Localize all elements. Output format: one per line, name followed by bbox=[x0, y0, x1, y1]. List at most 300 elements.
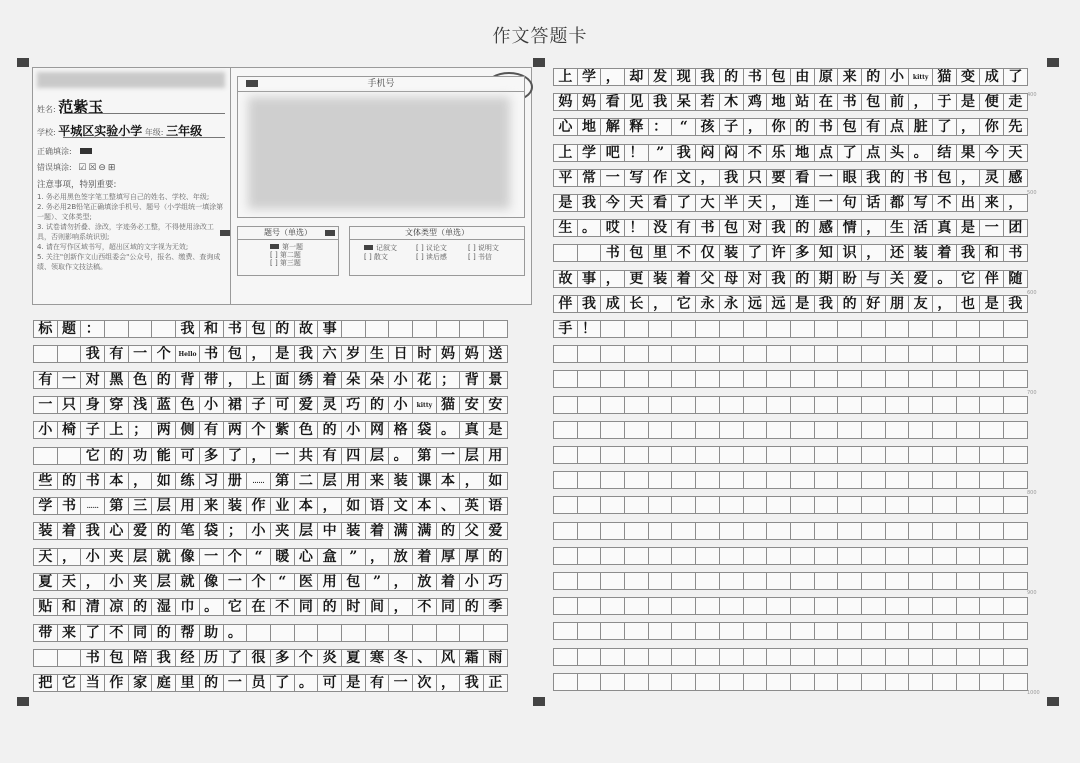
grid-cell[interactable] bbox=[1003, 547, 1028, 565]
grid-cell[interactable]: 地 bbox=[766, 93, 791, 111]
grid-cell[interactable]: 走 bbox=[1003, 93, 1028, 111]
grid-cell[interactable] bbox=[837, 345, 862, 363]
grid-cell[interactable] bbox=[766, 622, 791, 640]
grid-cell[interactable]: 袋 bbox=[412, 421, 437, 439]
grid-cell[interactable] bbox=[1003, 446, 1028, 464]
grid-cell[interactable]: 个 bbox=[294, 649, 319, 667]
grid-cell[interactable]: 册 bbox=[223, 472, 248, 490]
essay-line[interactable] bbox=[553, 118, 1027, 136]
grid-cell[interactable] bbox=[648, 622, 673, 640]
grid-cell[interactable] bbox=[908, 471, 933, 489]
grid-cell[interactable] bbox=[814, 522, 839, 540]
grid-cell[interactable]: 安 bbox=[483, 396, 508, 414]
grid-cell[interactable]: 的 bbox=[885, 169, 910, 187]
grid-cell[interactable] bbox=[1003, 522, 1028, 540]
grid-cell[interactable] bbox=[908, 597, 933, 615]
grid-cell[interactable] bbox=[979, 471, 1004, 489]
grid-cell[interactable]: ” bbox=[365, 573, 390, 591]
grid-cell[interactable]: 现 bbox=[671, 68, 696, 86]
grid-cell[interactable]: 事 bbox=[577, 270, 602, 288]
essay-line[interactable] bbox=[33, 548, 507, 566]
grid-cell[interactable]: 庭 bbox=[151, 674, 176, 692]
grid-cell[interactable]: 文 bbox=[671, 169, 696, 187]
grid-cell[interactable] bbox=[743, 597, 768, 615]
grid-cell[interactable]: 学 bbox=[33, 497, 58, 515]
grid-cell[interactable]: 还 bbox=[885, 244, 910, 262]
grid-cell[interactable]: 爱 bbox=[483, 522, 508, 540]
grid-cell[interactable] bbox=[908, 522, 933, 540]
grid-cell[interactable]: 经 bbox=[175, 649, 200, 667]
grid-cell[interactable]: 不 bbox=[932, 194, 957, 212]
grid-cell[interactable]: 三 bbox=[128, 497, 153, 515]
grid-cell[interactable]: 帮 bbox=[175, 624, 200, 642]
essay-line[interactable] bbox=[553, 93, 1027, 111]
grid-cell[interactable]: 的 bbox=[837, 295, 862, 313]
grid-cell[interactable]: 功 bbox=[128, 447, 153, 465]
grid-cell[interactable]: 练 bbox=[175, 472, 200, 490]
grid-cell[interactable]: 上 bbox=[553, 68, 578, 86]
grid-cell[interactable] bbox=[861, 396, 886, 414]
grid-cell[interactable] bbox=[814, 421, 839, 439]
grid-cell[interactable]: 可 bbox=[270, 396, 295, 414]
grid-cell[interactable]: 当 bbox=[80, 674, 105, 692]
topic-select-box[interactable] bbox=[237, 226, 339, 276]
essay-line[interactable] bbox=[553, 446, 1027, 464]
school-value[interactable]: 平城区实验小学 bbox=[58, 124, 143, 138]
grid-cell[interactable] bbox=[885, 673, 910, 691]
grid-cell[interactable]: 平 bbox=[553, 169, 578, 187]
grid-cell[interactable] bbox=[671, 370, 696, 388]
grid-cell[interactable]: 我 bbox=[294, 345, 319, 363]
grid-cell[interactable] bbox=[766, 496, 791, 514]
grid-cell[interactable]: 妈 bbox=[577, 93, 602, 111]
grid-cell[interactable] bbox=[837, 446, 862, 464]
grid-cell[interactable]: 把 bbox=[33, 674, 58, 692]
grid-cell[interactable]: ！ bbox=[577, 320, 602, 338]
grid-cell[interactable] bbox=[57, 447, 82, 465]
grid-cell[interactable]: 穿 bbox=[104, 396, 129, 414]
grid-cell[interactable]: 我 bbox=[175, 320, 200, 338]
grid-cell[interactable] bbox=[648, 496, 673, 514]
grid-cell[interactable] bbox=[577, 244, 602, 262]
grid-cell[interactable]: 真 bbox=[932, 219, 957, 237]
genre-option-expository[interactable]: [ ] 说明文 bbox=[468, 244, 499, 252]
grid-cell[interactable] bbox=[932, 370, 957, 388]
grid-cell[interactable]: 多 bbox=[790, 244, 815, 262]
grid-cell[interactable]: 小 bbox=[388, 371, 413, 389]
grid-cell[interactable]: ” bbox=[341, 548, 366, 566]
grid-cell[interactable]: 包 bbox=[837, 118, 862, 136]
grid-cell[interactable]: 。 bbox=[223, 624, 248, 642]
grid-cell[interactable]: 小 bbox=[341, 421, 366, 439]
grid-cell[interactable] bbox=[790, 345, 815, 363]
grid-cell[interactable] bbox=[956, 673, 981, 691]
grid-cell[interactable]: 景 bbox=[483, 371, 508, 389]
grid-cell[interactable]: 与 bbox=[861, 270, 886, 288]
grid-cell[interactable] bbox=[412, 320, 437, 338]
grid-cell[interactable]: ； bbox=[128, 421, 153, 439]
grid-cell[interactable]: 来 bbox=[365, 472, 390, 490]
grid-cell[interactable]: 对 bbox=[743, 219, 768, 237]
grid-cell[interactable]: 只 bbox=[743, 169, 768, 187]
grid-cell[interactable] bbox=[1003, 370, 1028, 388]
grid-cell[interactable]: 装 bbox=[908, 244, 933, 262]
grid-cell[interactable] bbox=[624, 446, 649, 464]
grid-cell[interactable]: 了 bbox=[932, 118, 957, 136]
grid-cell[interactable]: 同 bbox=[436, 598, 461, 616]
grid-cell[interactable]: 眼 bbox=[837, 169, 862, 187]
grid-cell[interactable] bbox=[790, 547, 815, 565]
grid-cell[interactable]: 我 bbox=[151, 649, 176, 667]
grid-cell[interactable] bbox=[695, 547, 720, 565]
grid-cell[interactable] bbox=[1003, 572, 1028, 590]
grid-cell[interactable] bbox=[600, 471, 625, 489]
grid-cell[interactable] bbox=[885, 522, 910, 540]
grid-cell[interactable] bbox=[932, 572, 957, 590]
grid-cell[interactable] bbox=[648, 648, 673, 666]
grid-cell[interactable]: ， bbox=[80, 573, 105, 591]
grid-cell[interactable]: 妈 bbox=[553, 93, 578, 111]
grid-cell[interactable]: 了 bbox=[1003, 68, 1028, 86]
grid-cell[interactable]: ， bbox=[861, 219, 886, 237]
grid-cell[interactable]: 是 bbox=[956, 93, 981, 111]
grid-cell[interactable]: 期 bbox=[814, 270, 839, 288]
grid-cell[interactable]: 作 bbox=[104, 674, 129, 692]
grid-cell[interactable] bbox=[600, 648, 625, 666]
grid-cell[interactable] bbox=[719, 496, 744, 514]
essay-line[interactable] bbox=[33, 624, 507, 642]
grid-cell[interactable]: 我 bbox=[577, 295, 602, 313]
grid-cell[interactable]: 装 bbox=[341, 522, 366, 540]
grid-cell[interactable]: 小 bbox=[388, 396, 413, 414]
grid-cell[interactable] bbox=[743, 648, 768, 666]
essay-line[interactable] bbox=[553, 572, 1027, 590]
grid-cell[interactable]: 来 bbox=[837, 68, 862, 86]
essay-line[interactable] bbox=[33, 674, 507, 692]
grid-cell[interactable] bbox=[459, 320, 484, 338]
grid-cell[interactable] bbox=[695, 522, 720, 540]
grid-cell[interactable]: 共 bbox=[294, 447, 319, 465]
grid-cell[interactable]: 的 bbox=[199, 674, 224, 692]
grid-cell[interactable]: 包 bbox=[719, 219, 744, 237]
grid-cell[interactable] bbox=[553, 572, 578, 590]
essay-line[interactable] bbox=[553, 295, 1027, 313]
grid-cell[interactable]: 看 bbox=[600, 93, 625, 111]
grid-cell[interactable]: 本 bbox=[436, 472, 461, 490]
grid-cell[interactable]: 着 bbox=[57, 522, 82, 540]
grid-cell[interactable] bbox=[885, 370, 910, 388]
grid-cell[interactable]: 感 bbox=[1003, 169, 1028, 187]
grid-cell[interactable]: 永 bbox=[719, 295, 744, 313]
grid-cell[interactable] bbox=[33, 649, 58, 667]
grid-cell[interactable] bbox=[814, 471, 839, 489]
grid-cell[interactable]: 了 bbox=[223, 649, 248, 667]
grid-cell[interactable]: 两 bbox=[223, 421, 248, 439]
grid-cell[interactable]: 小 bbox=[33, 421, 58, 439]
grid-cell[interactable] bbox=[743, 547, 768, 565]
grid-cell[interactable]: 两 bbox=[151, 421, 176, 439]
grid-cell[interactable] bbox=[719, 522, 744, 540]
grid-cell[interactable] bbox=[979, 522, 1004, 540]
grid-cell[interactable]: 本 bbox=[104, 472, 129, 490]
grid-cell[interactable]: 朵 bbox=[341, 371, 366, 389]
grid-cell[interactable]: 包 bbox=[766, 68, 791, 86]
grid-cell[interactable]: 英 bbox=[459, 497, 484, 515]
grid-cell[interactable]: 满 bbox=[388, 522, 413, 540]
grid-cell[interactable]: 脏 bbox=[908, 118, 933, 136]
grid-cell[interactable] bbox=[1003, 597, 1028, 615]
grid-cell[interactable] bbox=[719, 622, 744, 640]
grid-cell[interactable]: 员 bbox=[246, 674, 271, 692]
grid-cell[interactable]: 妈 bbox=[436, 345, 461, 363]
grid-cell[interactable] bbox=[671, 522, 696, 540]
grid-cell[interactable]: 包 bbox=[246, 320, 271, 338]
grid-cell[interactable]: 霜 bbox=[459, 649, 484, 667]
grid-cell[interactable] bbox=[743, 471, 768, 489]
grid-cell[interactable] bbox=[766, 370, 791, 388]
grid-cell[interactable] bbox=[979, 673, 1004, 691]
grid-cell[interactable] bbox=[600, 320, 625, 338]
grid-cell[interactable] bbox=[814, 345, 839, 363]
grid-cell[interactable]: 灵 bbox=[979, 169, 1004, 187]
essay-line[interactable] bbox=[553, 496, 1027, 514]
grid-cell[interactable] bbox=[743, 522, 768, 540]
grid-cell[interactable] bbox=[624, 673, 649, 691]
grid-cell[interactable]: 猫 bbox=[436, 396, 461, 414]
grid-cell[interactable]: 故 bbox=[553, 270, 578, 288]
grid-cell[interactable]: 包 bbox=[104, 649, 129, 667]
grid-cell[interactable] bbox=[766, 522, 791, 540]
grid-cell[interactable]: 。 bbox=[577, 219, 602, 237]
grid-cell[interactable]: 袋 bbox=[199, 522, 224, 540]
grid-cell[interactable]: 第 bbox=[412, 447, 437, 465]
grid-cell[interactable] bbox=[577, 370, 602, 388]
grid-cell[interactable]: 和 bbox=[57, 598, 82, 616]
grid-cell[interactable]: 侧 bbox=[175, 421, 200, 439]
grid-cell[interactable] bbox=[695, 648, 720, 666]
grid-cell[interactable]: 厚 bbox=[459, 548, 484, 566]
grid-cell[interactable]: 着 bbox=[412, 548, 437, 566]
grid-cell[interactable]: 我 bbox=[80, 522, 105, 540]
grid-cell[interactable]: 的 bbox=[270, 320, 295, 338]
grid-cell[interactable]: 带 bbox=[199, 371, 224, 389]
grid-cell[interactable]: 一 bbox=[979, 219, 1004, 237]
essay-title-row[interactable] bbox=[33, 320, 507, 338]
essay-line[interactable] bbox=[553, 68, 1027, 86]
grid-cell[interactable] bbox=[671, 547, 696, 565]
grid-cell[interactable]: 作 bbox=[246, 497, 271, 515]
grid-cell[interactable]: 的 bbox=[365, 396, 390, 414]
grid-cell[interactable] bbox=[743, 622, 768, 640]
grid-cell[interactable]: 生 bbox=[553, 219, 578, 237]
grid-cell[interactable]: 它 bbox=[57, 674, 82, 692]
grid-cell[interactable]: 成 bbox=[979, 68, 1004, 86]
grid-cell[interactable]: 知 bbox=[814, 244, 839, 262]
topic-option-2[interactable]: [ ] 第二题 bbox=[270, 251, 301, 259]
grid-cell[interactable]: 层 bbox=[365, 447, 390, 465]
grid-cell[interactable] bbox=[790, 421, 815, 439]
essay-line[interactable] bbox=[553, 345, 1027, 363]
grid-cell[interactable] bbox=[908, 496, 933, 514]
grid-cell[interactable]: 的 bbox=[151, 624, 176, 642]
grid-cell[interactable]: 今 bbox=[600, 194, 625, 212]
grid-cell[interactable]: 、 bbox=[412, 649, 437, 667]
grid-cell[interactable] bbox=[719, 396, 744, 414]
grid-cell[interactable] bbox=[979, 597, 1004, 615]
grid-cell[interactable]: 用 bbox=[317, 573, 342, 591]
grid-cell[interactable]: ， bbox=[932, 295, 957, 313]
grid-cell[interactable]: 感 bbox=[814, 219, 839, 237]
grid-cell[interactable]: ！ bbox=[624, 219, 649, 237]
grid-cell[interactable] bbox=[979, 622, 1004, 640]
grid-cell[interactable]: 如 bbox=[151, 472, 176, 490]
grid-cell[interactable] bbox=[956, 471, 981, 489]
grid-cell[interactable] bbox=[908, 547, 933, 565]
grid-cell[interactable]: 友 bbox=[908, 295, 933, 313]
grid-cell[interactable] bbox=[624, 496, 649, 514]
grid-cell[interactable]: 里 bbox=[648, 244, 673, 262]
essay-line[interactable] bbox=[553, 169, 1027, 187]
grid-cell[interactable]: 写 bbox=[908, 194, 933, 212]
grid-cell[interactable] bbox=[553, 244, 578, 262]
grid-cell[interactable]: 满 bbox=[412, 522, 437, 540]
grid-cell[interactable]: 雨 bbox=[483, 649, 508, 667]
grid-cell[interactable] bbox=[695, 396, 720, 414]
grid-cell[interactable]: 习 bbox=[199, 472, 224, 490]
grade-value[interactable]: 三年级 bbox=[166, 124, 203, 138]
grid-cell[interactable]: “ bbox=[671, 118, 696, 136]
grid-cell[interactable]: 的 bbox=[790, 270, 815, 288]
grid-cell[interactable] bbox=[790, 622, 815, 640]
grid-cell[interactable] bbox=[790, 522, 815, 540]
grid-cell[interactable] bbox=[861, 446, 886, 464]
grid-cell[interactable] bbox=[861, 547, 886, 565]
grid-cell[interactable]: 我 bbox=[648, 93, 673, 111]
grid-cell[interactable] bbox=[932, 673, 957, 691]
grid-cell[interactable]: 一 bbox=[388, 674, 413, 692]
grid-cell[interactable]: 间 bbox=[365, 598, 390, 616]
grid-cell[interactable]: 安 bbox=[459, 396, 484, 414]
grid-cell[interactable]: 包 bbox=[223, 345, 248, 363]
grid-cell[interactable]: 个 bbox=[151, 345, 176, 363]
essay-line[interactable] bbox=[33, 447, 507, 465]
grid-cell[interactable] bbox=[1003, 396, 1028, 414]
grid-cell[interactable]: 多 bbox=[270, 649, 295, 667]
grid-cell[interactable]: 吧 bbox=[600, 144, 625, 162]
grid-cell[interactable] bbox=[861, 648, 886, 666]
grid-cell[interactable]: 爱 bbox=[128, 522, 153, 540]
grid-cell[interactable]: 有 bbox=[671, 219, 696, 237]
grid-cell[interactable] bbox=[600, 496, 625, 514]
grid-cell[interactable]: 原 bbox=[814, 68, 839, 86]
grid-cell[interactable] bbox=[624, 471, 649, 489]
grid-cell[interactable] bbox=[624, 396, 649, 414]
grid-cell[interactable]: ； bbox=[436, 371, 461, 389]
grid-cell[interactable]: …… bbox=[246, 472, 271, 490]
grid-cell[interactable]: 日 bbox=[388, 345, 413, 363]
grid-cell[interactable]: 它 bbox=[223, 598, 248, 616]
grid-cell[interactable] bbox=[766, 345, 791, 363]
grid-cell[interactable] bbox=[766, 396, 791, 414]
grid-cell[interactable] bbox=[624, 320, 649, 338]
grid-cell[interactable] bbox=[577, 446, 602, 464]
grid-cell[interactable]: ； bbox=[223, 522, 248, 540]
grid-cell[interactable]: 书 bbox=[814, 118, 839, 136]
grid-cell[interactable] bbox=[624, 547, 649, 565]
grid-cell[interactable] bbox=[956, 547, 981, 565]
grid-cell[interactable]: 。 bbox=[932, 270, 957, 288]
grid-cell[interactable]: 层 bbox=[294, 522, 319, 540]
grid-cell[interactable]: 次 bbox=[412, 674, 437, 692]
grid-cell[interactable]: 紫 bbox=[270, 421, 295, 439]
grid-cell[interactable] bbox=[932, 345, 957, 363]
grid-cell[interactable]: 你 bbox=[979, 118, 1004, 136]
grid-cell[interactable]: 朵 bbox=[365, 371, 390, 389]
grid-cell[interactable]: 书 bbox=[600, 244, 625, 262]
grid-cell[interactable] bbox=[814, 622, 839, 640]
grid-cell[interactable]: 果 bbox=[956, 144, 981, 162]
grid-cell[interactable]: 有 bbox=[104, 345, 129, 363]
grid-cell[interactable] bbox=[956, 622, 981, 640]
grid-cell[interactable]: 巧 bbox=[341, 396, 366, 414]
grid-cell[interactable]: kitty bbox=[908, 68, 933, 86]
grid-cell[interactable]: 更 bbox=[624, 270, 649, 288]
grid-cell[interactable] bbox=[885, 320, 910, 338]
grid-cell[interactable] bbox=[341, 624, 366, 642]
grid-cell[interactable]: 看 bbox=[790, 169, 815, 187]
grid-cell[interactable]: 我 bbox=[671, 144, 696, 162]
grid-cell[interactable] bbox=[719, 673, 744, 691]
grid-cell[interactable]: ， bbox=[600, 68, 625, 86]
grid-cell[interactable]: ， bbox=[766, 194, 791, 212]
grid-cell[interactable]: 来 bbox=[57, 624, 82, 642]
grid-cell[interactable]: 了 bbox=[671, 194, 696, 212]
grid-cell[interactable] bbox=[956, 345, 981, 363]
grid-cell[interactable]: 孩 bbox=[695, 118, 720, 136]
grid-cell[interactable]: 的 bbox=[151, 371, 176, 389]
essay-line[interactable] bbox=[553, 270, 1027, 288]
grid-cell[interactable]: 上 bbox=[246, 371, 271, 389]
grid-cell[interactable] bbox=[979, 648, 1004, 666]
grid-cell[interactable] bbox=[671, 496, 696, 514]
essay-line[interactable] bbox=[33, 421, 507, 439]
genre-select-box[interactable] bbox=[349, 226, 525, 276]
grid-cell[interactable] bbox=[979, 572, 1004, 590]
grid-cell[interactable]: 长 bbox=[624, 295, 649, 313]
grid-cell[interactable]: 不 bbox=[270, 598, 295, 616]
grid-cell[interactable]: 呆 bbox=[671, 93, 696, 111]
grid-cell[interactable]: 身 bbox=[80, 396, 105, 414]
grid-cell[interactable]: 网 bbox=[365, 421, 390, 439]
grid-cell[interactable]: 面 bbox=[270, 371, 295, 389]
grid-cell[interactable] bbox=[695, 370, 720, 388]
grid-cell[interactable] bbox=[553, 421, 578, 439]
grid-cell[interactable] bbox=[1003, 648, 1028, 666]
grid-cell[interactable]: 由 bbox=[790, 68, 815, 86]
grid-cell[interactable]: 是 bbox=[553, 194, 578, 212]
grid-cell[interactable] bbox=[814, 547, 839, 565]
grid-cell[interactable]: 着 bbox=[365, 522, 390, 540]
grid-cell[interactable]: 医 bbox=[294, 573, 319, 591]
grid-cell[interactable]: 装 bbox=[223, 497, 248, 515]
grid-cell[interactable]: 可 bbox=[317, 674, 342, 692]
grid-cell[interactable]: 放 bbox=[388, 548, 413, 566]
grid-cell[interactable]: 远 bbox=[743, 295, 768, 313]
grid-cell[interactable]: 书 bbox=[80, 472, 105, 490]
grid-cell[interactable]: 有 bbox=[861, 118, 886, 136]
grid-cell[interactable]: 装 bbox=[648, 270, 673, 288]
grid-cell[interactable] bbox=[459, 624, 484, 642]
